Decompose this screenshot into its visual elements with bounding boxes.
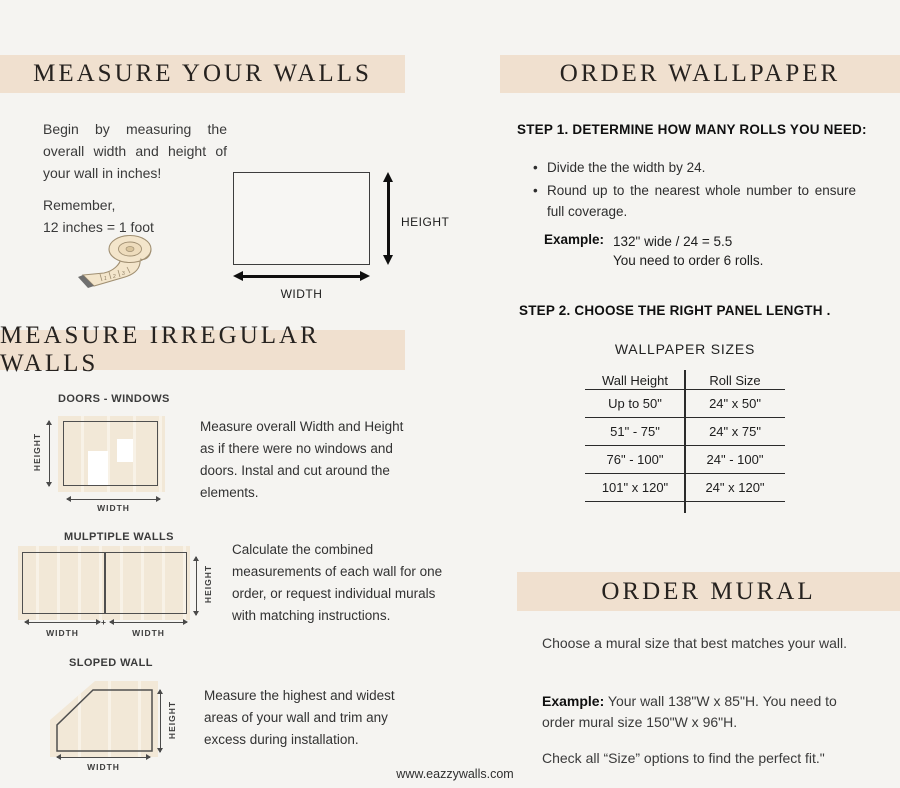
table-cell: 101" x 120": [601, 480, 669, 495]
wall-diagram-rectangle: [233, 172, 370, 265]
sloped-wall-label: SLOPED WALL: [69, 657, 153, 669]
table-cell: 24" - 100": [706, 452, 764, 467]
mural-paragraph-3: Check all “Size” options to find the perfect fit.": [542, 750, 825, 766]
window-shape: [117, 439, 133, 462]
doors-windows-text: Measure overall Width and Height as if there were no windows and doors. Instal and cut around the elements.: [200, 419, 404, 500]
step1-heading: STEP 1. DETERMINE HOW MANY ROLLS YOU NEED:: [517, 122, 867, 137]
sloped-height-label: HEIGHT: [167, 700, 177, 740]
table-header-roll-size: Roll Size: [709, 372, 761, 388]
multiple-walls-label: MULPTIPLE WALLS: [64, 531, 174, 543]
multiple-walls-text: Calculate the combined measurements of each wall for one order, or request individual murals with matching instructions.: [232, 542, 443, 623]
svg-text:2: 2: [113, 274, 116, 280]
height-arrow-icon: [382, 172, 395, 265]
bullet-item: [532, 180, 856, 222]
table-cell: 24" x 75": [709, 424, 761, 439]
mural-paragraph-1: Choose a mural size that best matches your wall.: [542, 635, 848, 651]
multiple-height-arrow-icon: [196, 557, 197, 615]
multiple-width-label-left: WIDTH: [46, 628, 79, 638]
table-cell: Up to 50": [608, 396, 662, 411]
step2-heading: STEP 2. CHOOSE THE RIGHT PANEL LENGTH .: [519, 303, 831, 318]
bullet-text-1: Divide the the width by 24.: [547, 160, 706, 175]
order-wallpaper-header: [500, 55, 900, 93]
table-cell: 24" x 50": [709, 396, 761, 411]
order-wallpaper-title: ORDER WALLPAPER: [559, 60, 841, 87]
table-column-divider: [684, 370, 686, 513]
example-value: [613, 232, 763, 270]
bullet-item: [532, 157, 856, 178]
width-arrow-icon: [233, 270, 370, 283]
irregular-walls-title: MEASURE IRREGULAR WALLS: [0, 322, 320, 377]
sloped-width-label: WIDTH: [87, 762, 120, 772]
mural-example-text: Your wall 138"W x 85"H. You need to order mural size 150"W x 96"H.: [542, 693, 837, 730]
example-line2: You need to order 6 rolls.: [613, 253, 764, 268]
sloped-wall-text: Measure the highest and widest areas of your wall and trim any excess during installation.: [204, 688, 395, 747]
remember-line1: Remember,: [43, 197, 116, 213]
order-mural-header: [517, 572, 900, 611]
plus-sign: +: [101, 617, 107, 627]
example-line1: 132" wide / 24 = 5.5: [613, 234, 733, 249]
svg-text:1: 1: [104, 276, 107, 282]
doors-windows-label: DOORS - WINDOWS: [58, 393, 170, 405]
door-shape: [88, 451, 108, 485]
multiple-width-label-right: WIDTH: [132, 628, 165, 638]
svg-text:3: 3: [122, 271, 125, 277]
bullet-dot-icon: •: [533, 160, 538, 175]
tape-measure-icon: [75, 228, 175, 292]
table-header-wall-height: Wall Height: [602, 372, 668, 388]
example-label: Example:: [544, 232, 605, 247]
measure-walls-header: [0, 55, 405, 93]
height-label: HEIGHT: [401, 215, 450, 229]
width-label: WIDTH: [280, 287, 323, 301]
doors-width-arrow-icon: [67, 499, 160, 500]
mural-example: [542, 691, 872, 733]
wall-divider-line: [104, 552, 106, 614]
website-url: www.eazzywalls.com: [396, 767, 514, 781]
bullet-text-2: Round up to the nearest whole number to ensure full coverage.: [547, 183, 856, 219]
remember-line2: 12 inches = 1 foot: [43, 219, 154, 235]
mural-example-label: Example:: [542, 693, 605, 709]
multiple-height-label: HEIGHT: [203, 564, 213, 604]
irregular-walls-header: [0, 322, 405, 377]
step1-example: [544, 232, 763, 270]
multiple-width-arrow-right-icon: [110, 622, 187, 623]
table-cell: 76" - 100": [606, 452, 664, 467]
doors-height-label: HEIGHT: [32, 432, 42, 472]
measure-walls-title: MEASURE YOUR WALLS: [33, 60, 372, 87]
sloped-wall-diagram: [45, 676, 165, 764]
multiple-width-arrow-left-icon: [25, 622, 100, 623]
order-mural-title: ORDER MURAL: [601, 577, 816, 605]
sloped-height-arrow-icon: [160, 690, 161, 752]
table-cell: 51" - 75": [610, 424, 660, 439]
wallpaper-sizes-table: [585, 371, 785, 502]
sloped-width-arrow-icon: [57, 757, 150, 758]
doors-windows-wall: [63, 421, 158, 486]
table-cell: 24" x 120": [705, 480, 765, 495]
bullet-dot-icon: •: [533, 183, 538, 198]
table-title: WALLPAPER SIZES: [614, 341, 756, 357]
measure-intro-text: Begin by measuring the overall width and height of your wall in inches!: [43, 121, 227, 181]
step1-bullet-list: [532, 157, 856, 224]
doors-width-label: WIDTH: [97, 503, 130, 513]
doors-height-arrow-icon: [49, 421, 50, 486]
